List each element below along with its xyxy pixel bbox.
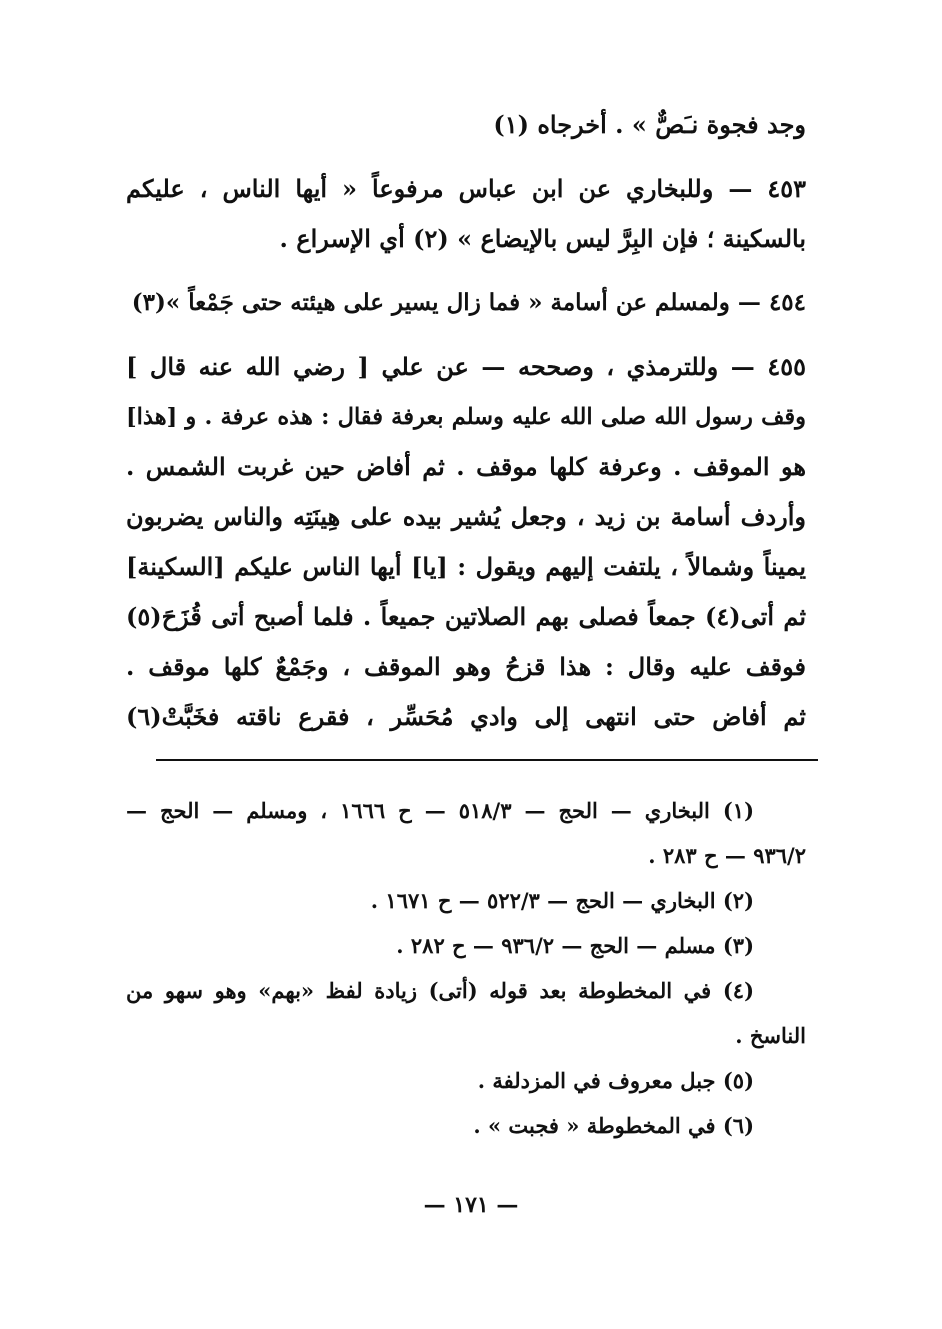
text-line: هو الموقف . وعرفة كلها موقف . ثم أفاض حين غربت الشمس . [126, 452, 806, 481]
footnote-3: (٣) مسلم — الحج — ٩٣٦/٢ — ح ٢٨٢ . [396, 933, 754, 958]
text-line: فوقف عليه وقال : هذا قزحُ وهو الموقف ، وجَمْعٌ كلها موقف . [126, 652, 806, 681]
text-line: ثم أتى(٤) جمعاً فصلى بهم الصلاتين جميعاً . فلما أصبح أتى قُزَحَ(٥) [126, 602, 807, 631]
hadith-453-line: ٤٥٣ — وللبخاري عن ابن عباس مرفوعاً « أيها الناس ، عليكم [126, 174, 806, 203]
footnote-1: (١) البخاري — الحج — ٥١٨/٣ — ح ١٦٦٦ ، ومسلم — الحج — [126, 798, 754, 823]
text-line: وأردف أسامة بن زيد ، وجعل يُشير بيده على هِينَتِه والناس يضربون [126, 502, 806, 531]
footnote-6: (٦) في المخطوطة « فجبت » . [473, 1113, 754, 1138]
footnote-4: (٤) في المخطوطة بعد قوله (أتى) زيادة لفظ «بهم» وهو سهو من [126, 978, 754, 1003]
footnotes [126, 788, 806, 1148]
footnote-divider [156, 759, 818, 761]
footnote-5: (٥) جبل معروف في المزدلفة . [477, 1068, 754, 1093]
text-line: يميناً وشمالاً ، يلتفت إليهم ويقول : [يا] أيها الناس عليكم [السكينة] [126, 552, 806, 581]
text-line: وقف رسول الله صلى الله عليه وسلم بعرفة فقال : هذه عرفة . و [هذا] [126, 404, 806, 430]
text-line: بالسكينة ؛ فإن البِرَّ ليس بالإيضاع » (٢) أي الإسراع . [279, 224, 806, 253]
text-line: وجد فجوة نـَصٌّ » . أخرجاه (١) [493, 110, 806, 139]
footnote-4-continued: الناسخ . [735, 1023, 806, 1048]
footnote-1-continued: ٩٣٦/٢ — ح ٢٨٣ . [648, 843, 806, 868]
main-text [126, 100, 806, 742]
text-line: ثم أفاض حتى انتهى إلى وادي مُحَسِّر ، فقرع ناقته فخَبَّتْ(٦) [126, 702, 806, 731]
footnote-2: (٢) البخاري — الحج — ٥٢٢/٣ — ح ١٦٧١ . [370, 888, 754, 913]
page-number: — ١٧١ — [423, 1192, 519, 1218]
hadith-455-line: ٤٥٥ — وللترمذي ، وصححه — عن علي [ رضي الله عنه قال ] [126, 352, 806, 381]
hadith-454-line: ٤٥٤ — ولمسلم عن أسامة « فما زال يسير على هيئته حتى جَمْعاً »(٣) [131, 289, 806, 316]
